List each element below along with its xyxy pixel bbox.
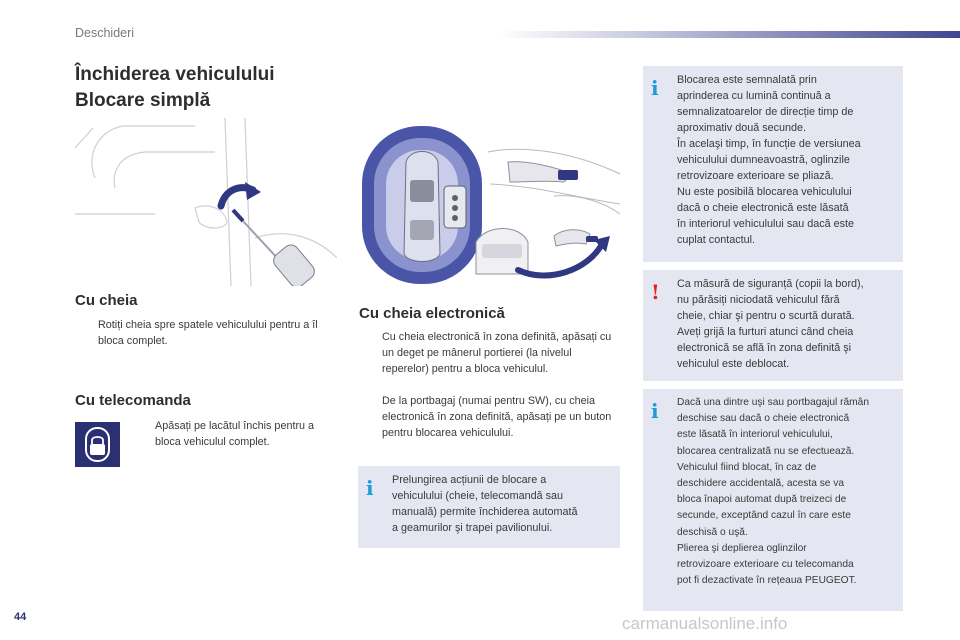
list-item-text: Cu cheia electronică în zona definită, apăsați cu un deget pe mânerul portierei (la nivelul reperelor) pentru a bloca vehiculul.	[382, 331, 612, 375]
key-door-illustration	[75, 118, 337, 286]
remote-lock-icon	[75, 422, 120, 467]
info-icon: i	[651, 399, 659, 423]
info-panel-doors	[643, 389, 903, 611]
info-icon: i	[651, 76, 659, 100]
header-gradient-bar	[498, 31, 960, 38]
info-text: Blocarea este semnalată prin aprinderea cu lumină continuă a semnalizatoarelor de direcție timp de aproximativ două secunde. În acelaşi timp, în funcție de versiunea vehiculului dumneavoastră, oglinzile retrovizoare exterioare se pliază. Nu este posibilă blocarea vehiculului dacă o cheie electronică este lăsată în interiorul vehiculului sau dacă este cuplat contactul.	[677, 74, 861, 246]
list-item	[132, 418, 340, 450]
warning-panel-safety	[643, 270, 903, 381]
list-item	[359, 329, 621, 377]
warning-text: Ca măsură de siguranță (copii la bord), nu părăsiți niciodată vehiculul fără cheie, chiar şi pentru o scurtă durată. Aveți grijă la furturi atunci când cheia electronică se află în zona definită şi vehiculul este deblocat.	[677, 278, 864, 370]
list-item-text: Rotiți cheia spre spatele vehiculului pentru a îl bloca complet.	[98, 319, 318, 347]
page-subtitle: Blocare simplă	[75, 90, 211, 111]
info-panel-extension	[358, 466, 620, 548]
page-number: 44	[14, 611, 27, 623]
heading-cu-cheia: Cu cheia	[75, 292, 138, 309]
info-text: Dacă una dintre uşi sau portbagajul rămân deschise sau dacă o cheie electronică este lăsată în interiorul vehiculului, blocarea centralizată nu se efectuează. Vehiculul fiind blocat, în caz de deschidere accidentală, acesta se va bloca înapoi automat după treizeci de secunde, exceptând cazul în care este deschisă o uşă. Plierea şi deplierea oglinzilor retrovizoare exterioare cu telecomanda pot fi dezactivate în rețeaua PEUGEOT.	[677, 397, 869, 587]
page-title: Închiderea vehiculului	[75, 64, 275, 85]
watermark: carmanualsonline.info	[622, 614, 788, 633]
list-item	[75, 317, 337, 349]
electronic-key-zone-illustration	[358, 124, 622, 289]
heading-cu-cheia-electronica: Cu cheia electronică	[359, 305, 505, 322]
warning-icon: !	[651, 280, 660, 304]
info-icon: i	[366, 476, 374, 500]
list-item-text: Apăsați pe lacătul închis pentru a bloca vehiculul complet.	[155, 420, 315, 448]
info-panel-signal	[643, 66, 903, 262]
list-item-text: De la portbagaj (numai pentru SW), cu cheia electronică în zona definită, apăsați pe un buton pentru blocarea vehiculului.	[382, 395, 612, 439]
info-text: Prelungirea acțiunii de blocare a vehiculului (cheie, telecomandă sau manuală) permite închiderea automată a geamurilor şi trapei pavilionului.	[392, 474, 578, 534]
list-item	[359, 393, 621, 441]
section-label: Deschideri	[75, 26, 135, 40]
heading-cu-telecomanda: Cu telecomanda	[75, 392, 191, 409]
